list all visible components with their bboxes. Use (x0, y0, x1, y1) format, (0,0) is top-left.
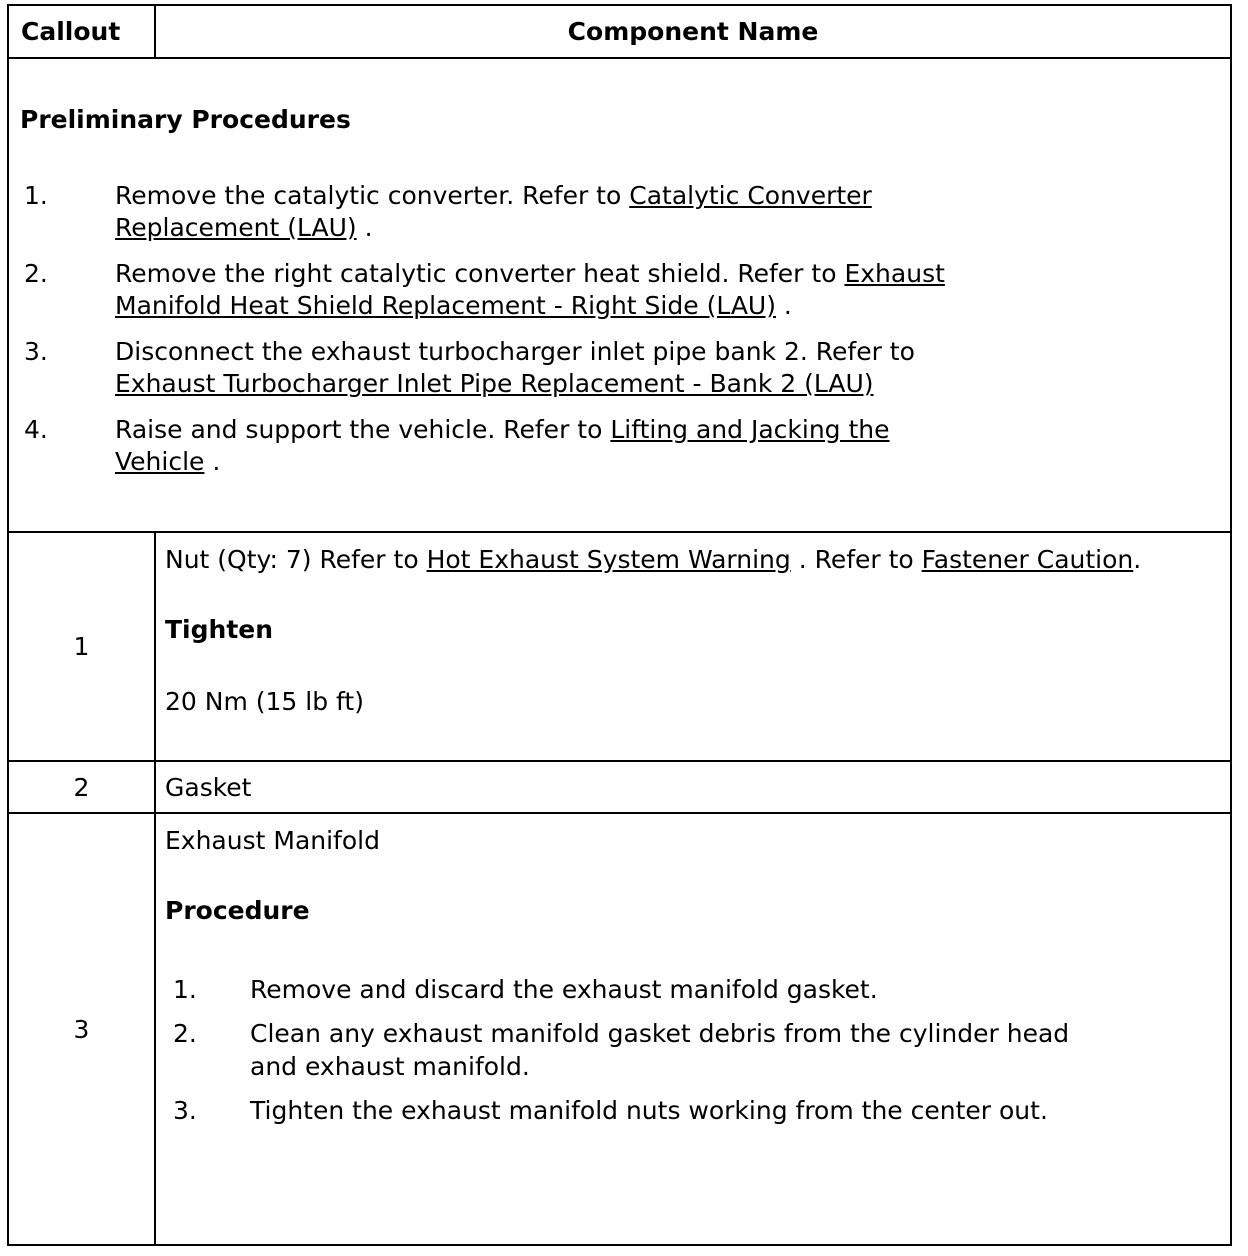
procedure-step (165, 973, 1080, 1006)
step-number: 1. (24, 181, 48, 210)
step-text: Remove the catalytic converter. Refer to (115, 181, 630, 210)
step-text: Raise and support the vehicle. Refer to (115, 415, 611, 444)
lifting-jacking-link[interactable]: Lifting and Jacking the Vehicle (115, 415, 890, 476)
step-number: 2. (173, 1019, 197, 1048)
preliminary-row (8, 58, 1231, 532)
preliminary-cell (8, 58, 1231, 532)
procedure-heading: Procedure (165, 896, 310, 925)
step-number: 2. (24, 259, 48, 288)
procedure-step (165, 1017, 1080, 1083)
component-cell (155, 813, 1231, 1245)
callout-column-header: Callout (8, 5, 155, 58)
turbocharger-inlet-pipe-link[interactable]: Exhaust Turbocharger Inlet Pipe Replacement - Bank 2 (LAU) (115, 369, 874, 398)
step-suffix: . (775, 291, 792, 320)
table-row (8, 761, 1231, 813)
component-text: Gasket (165, 773, 252, 802)
table-row (8, 532, 1231, 761)
procedure-steps (165, 973, 1230, 1127)
callout-number: 1 (8, 532, 155, 761)
step-text: Tighten the exhaust manifold nuts working from the center out. (250, 1096, 1048, 1125)
step-suffix: . (204, 447, 221, 476)
preliminary-title: Preliminary Procedures (20, 105, 351, 134)
step-number: 4. (24, 415, 48, 444)
preliminary-step (9, 336, 945, 400)
preliminary-step (9, 414, 945, 478)
component-text: Exhaust Manifold (165, 826, 380, 855)
heat-shield-link[interactable]: Exhaust Manifold Heat Shield Replacement - Right Side (LAU) (115, 259, 945, 320)
preliminary-step (9, 258, 945, 322)
step-text: Disconnect the exhaust turbocharger inlet pipe bank 2. Refer to (115, 337, 915, 366)
component-text: . (1133, 545, 1142, 574)
step-number: 1. (173, 975, 197, 1004)
procedure-step (165, 1094, 1080, 1127)
step-text: Clean any exhaust manifold gasket debris from the cylinder head and exhaust manifold. (250, 1019, 1070, 1081)
torque-value: 20 Nm (15 lb ft) (165, 687, 364, 716)
catalytic-converter-link[interactable]: Catalytic Converter Replacement (LAU) (115, 181, 872, 242)
preliminary-steps (9, 180, 1230, 478)
component-table (7, 4, 1232, 1246)
fastener-caution-link[interactable]: Fastener Caution (921, 545, 1134, 574)
preliminary-step (9, 180, 945, 244)
hot-exhaust-warning-link[interactable]: Hot Exhaust System Warning (426, 545, 791, 574)
table-header-row (8, 5, 1231, 58)
component-name-column-header: Component Name (155, 5, 1231, 58)
step-suffix: . (356, 213, 373, 242)
callout-number: 2 (8, 761, 155, 813)
component-cell (155, 532, 1231, 761)
callout-number: 3 (8, 813, 155, 1245)
step-number: 3. (173, 1096, 197, 1125)
step-text: Remove the right catalytic converter heat shield. Refer to (115, 259, 845, 288)
component-text: . Refer to (790, 545, 922, 574)
component-text: Nut (Qty: 7) Refer to (165, 545, 427, 574)
tighten-heading: Tighten (165, 615, 274, 644)
table-row (8, 813, 1231, 1245)
step-text: Remove and discard the exhaust manifold gasket. (250, 975, 878, 1004)
component-cell (155, 761, 1231, 813)
step-number: 3. (24, 337, 48, 366)
